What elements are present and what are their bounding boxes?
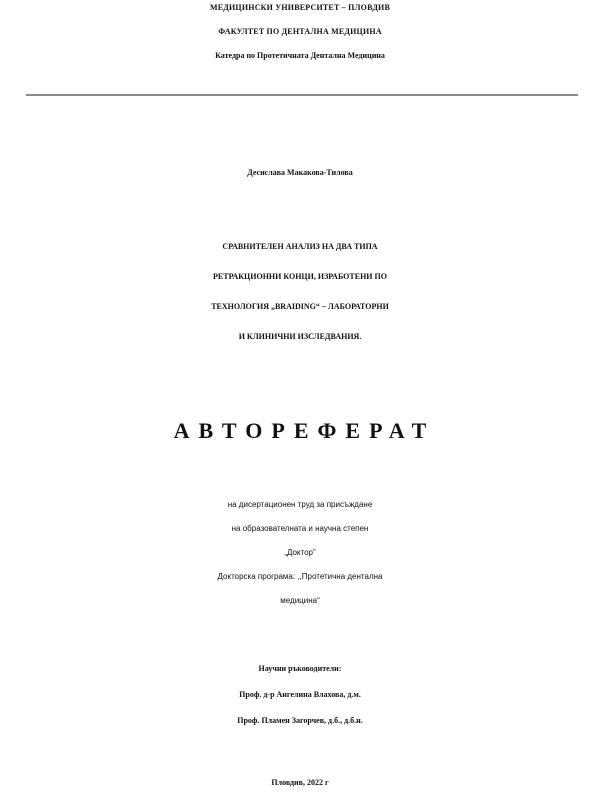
supervisors-block [0,656,600,734]
title-line: СРАВНИТЕЛЕН АНАЛИЗ НА ДВА ТИПА [222,242,378,251]
description-line: Докторска програма: ,,Протетична дентална [217,572,383,581]
title-line: РЕТРАКЦИОННИ КОНЦИ, ИЗРАБОТЕНИ ПО [213,272,387,281]
thesis-title [0,232,600,352]
place-and-year: Пловдив, 2022 г [271,778,329,787]
supervisors-heading: Научни ръководители: [258,664,342,673]
supervisor-name: Проф. д-р Ангелина Влахова, д.м. [239,690,361,699]
description-line: медицина“ [280,596,320,605]
title-line: И КЛИНИЧНИ ИЗСЛЕДВАНИЯ. [238,332,362,341]
department-name: Катедра по Протетичната Дентална Медицина [215,51,385,60]
header-divider [26,94,578,96]
description-line: „Доктор” [284,548,316,557]
institution-header [0,0,600,68]
description-line: на дисертационен труд за присъждане [227,500,373,509]
degree-description [0,493,600,613]
faculty-name: ФАКУЛТЕТ ПО ДЕНТАЛНА МЕДИЦИНА [218,27,382,36]
document-type: АВТОРЕФЕРАТ [173,418,436,443]
description-line: на образователната и научна степен [231,524,369,533]
supervisor-name: Проф. Пламен Загорчев, д.б., д.б.н. [237,716,363,725]
university-name: МЕДИЦИНСКИ УНИВЕРСИТЕТ – ПЛОВДИВ [210,3,390,12]
title-line: ТЕХНОЛОГИЯ „BRAIDING“ – ЛАБОРАТОРНИ [211,302,389,311]
author-name: Десислава Макакова-Тилова [247,168,353,177]
